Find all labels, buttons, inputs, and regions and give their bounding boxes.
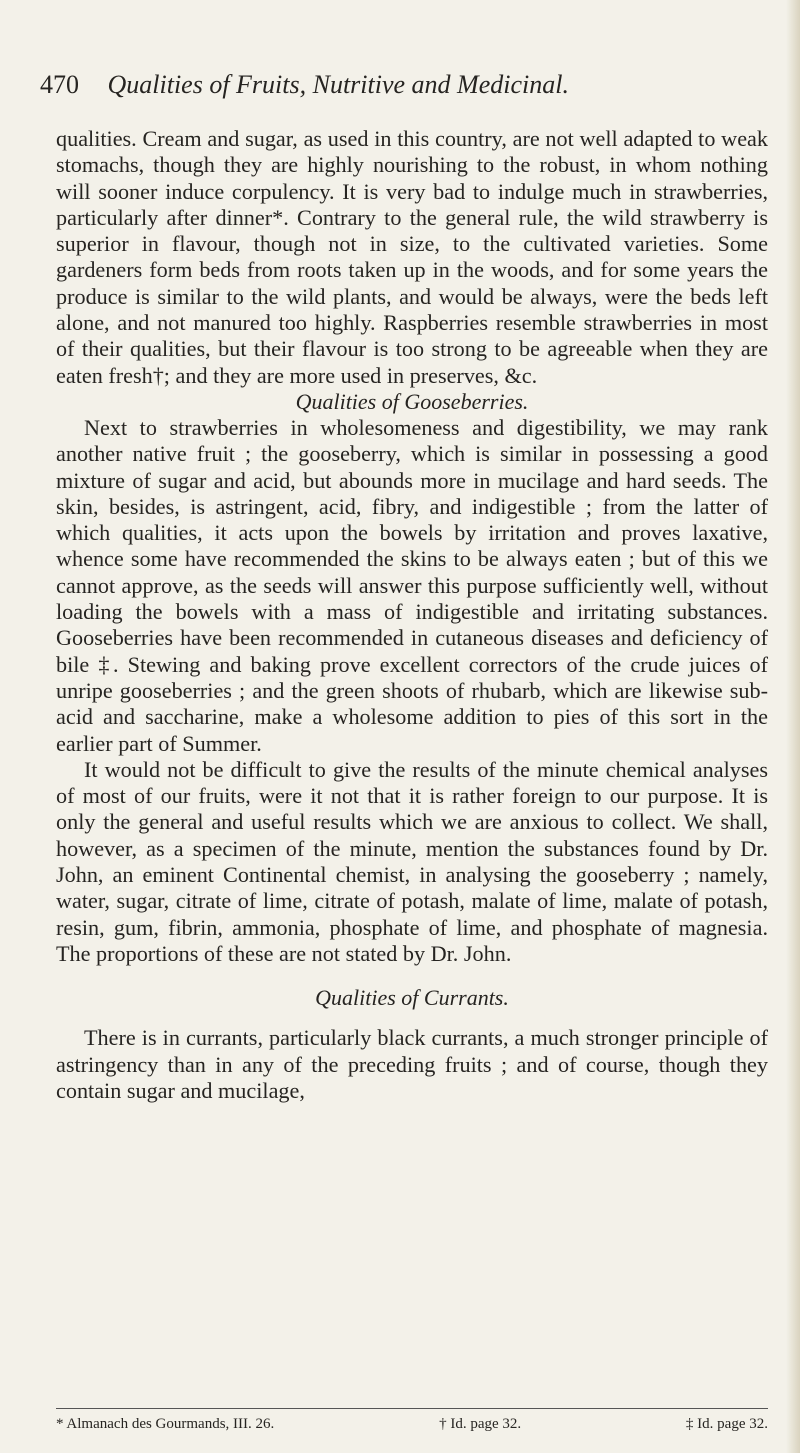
paragraph-currants: There is in currants, particularly black currants, a much stronger principle of astringency than in any of the preceding fruits ; and of course, though they contain sugar and mucilage, — [56, 1025, 768, 1103]
page-edge-shadow — [786, 0, 800, 1453]
body-text — [56, 126, 768, 1104]
paragraph-strawberries: qualities. Cream and sugar, as used in this country, are not well adapted to weak stomachs, though they are highly nourishing to the robust, in whom nothing will sooner induce corpulency. It is very bad to indulge much in strawberries, particularly after dinner*. Contrary to the general rule, the wild strawberry is superior in flavour, though not in size, to the cultivated varieties. Some gardeners form beds from roots taken up in the woods, and for some years the produce is similar to the wild plants, and would be always, were the beds left alone, and not manured too highly. Raspberries resemble strawberries in most of their qualities, but their flavour is too strong to be agreeable when they are eaten fresh†; and they are more used in preserves, &c. — [56, 126, 768, 388]
section-heading-gooseberries: Qualities of Gooseberries. — [295, 388, 529, 414]
paragraph-gooseberries-1: Next to strawberries in wholesomeness and digestibility, we may rank another native fruit ; the gooseberry, which is similar in possessing a good mixture of sugar and acid, but abounds more in mucilage and hard seeds. The skin, besides, is astringent, acid, fibry, and indigestible ; from the latter of which qualities, it acts upon the bowels by irritation and proves laxative, whence some have recommended the skins to be always eaten ; but of this we cannot approve, as the seeds will answer this purpose sufficiently well, without loading the bowels with a mass of indigestible and irritating substances. Gooseberries have been recommended in cutaneous diseases and deficiency of bile ‡. Stewing and baking prove excellent correctors of the crude juices of unripe gooseberries ; and the green shoots of rhubarb, which are likewise sub-acid and saccharine, make a wholesome addition to pies of this sort in the earlier part of Summer. — [56, 414, 768, 756]
running-title: Qualities of Fruits, Nutritive and Medicinal. — [107, 70, 569, 99]
paragraph-gooseberries-2: It would not be difficult to give the results of the minute chemical analyses of most of our fruits, were it not that it is rather foreign to our purpose. It is only the general and useful results which we are anxious to collect. We shall, however, as a specimen of the minute, mention the substances found by Dr. John, an eminent Continental chemist, in analysing the gooseberry ; namely, water, sugar, citrate of lime, citrate of potash, malate of lime, malate of potash, resin, gum, fibrin, ammonia, phosphate of lime, and phosphate of magnesia. The proportions of these are not stated by Dr. John. — [56, 756, 768, 966]
section-heading-currants: Qualities of Currants. — [315, 985, 509, 1011]
running-header — [40, 70, 760, 100]
page-number: 470 — [40, 70, 79, 99]
footnote-2: † Id. page 32. — [439, 1416, 522, 1432]
footnotes — [56, 1414, 768, 1434]
footnote-3: ‡ Id. page 32. — [685, 1416, 768, 1432]
footnote-divider — [56, 1408, 768, 1409]
footnote-1: * Almanach des Gourmands, III. 26. — [56, 1416, 275, 1432]
